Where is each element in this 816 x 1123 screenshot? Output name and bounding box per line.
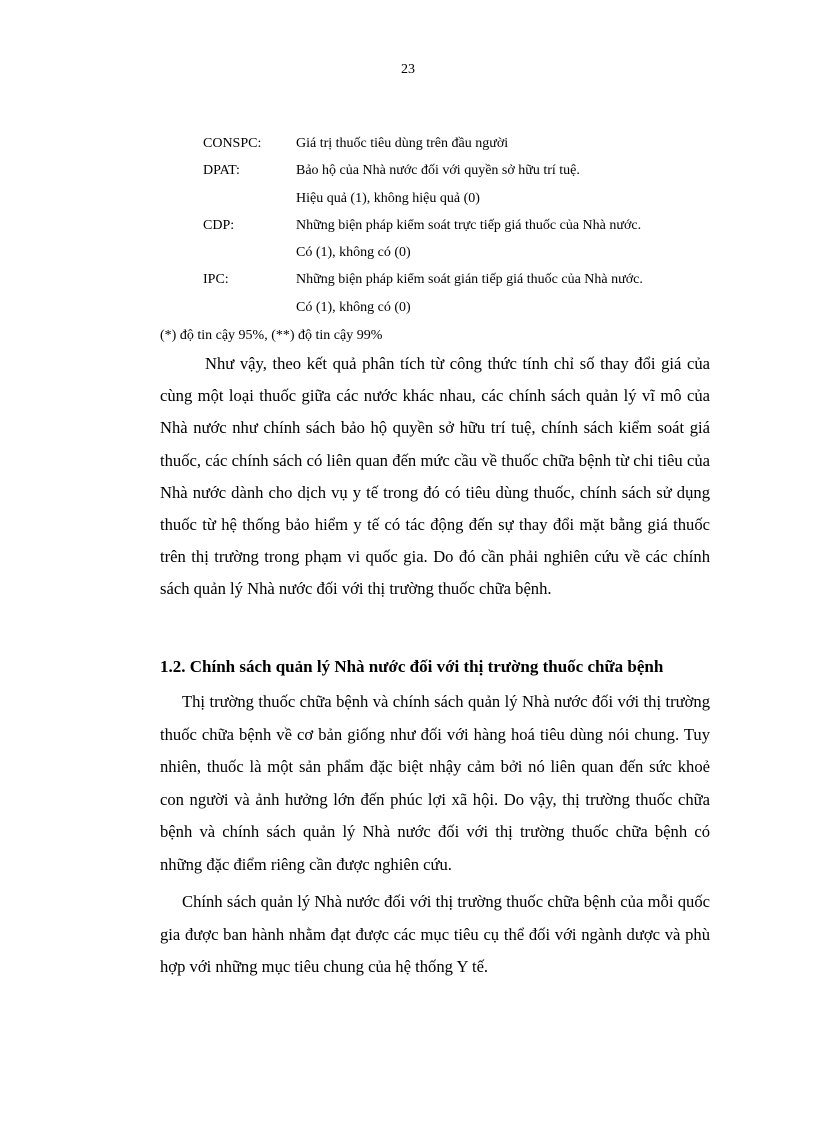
paragraph-text: Thị trường thuốc chữa bệnh và chính sách quản lý Nhà nước đối với thị trường thuốc chữa bệnh về cơ bản giống như đối với hàng hoá tiêu dùng nói chung. Tuy nhiên, thuốc là một sản phẩm đặc biệt nhậy cảm bởi nó liên quan đến sức khoẻ con người và ảnh hưởng lớn đến phúc lợi xã hội. Do vậy, thị trường thuốc chữa bệnh và chính sách quản lý Nhà nước đối với thị trường thuốc chữa bệnh có những đặc điểm riêng cần được nghiên cứu. bbox=[160, 692, 710, 874]
definition-description: Bảo hộ của Nhà nước đối với quyền sở hữu trí tuệ. bbox=[296, 163, 580, 179]
definition-term: IPC: bbox=[203, 272, 229, 288]
confidence-note: (*) độ tin cậy 95%, (**) độ tin cậy 99% bbox=[160, 328, 383, 343]
body-paragraph bbox=[160, 348, 710, 606]
definition-row bbox=[203, 130, 723, 157]
page-number: 23 bbox=[401, 62, 415, 77]
definition-description: Những biện pháp kiểm soát gián tiếp giá thuốc của Nhà nước. bbox=[296, 272, 643, 288]
definition-row bbox=[203, 266, 723, 293]
definition-term bbox=[203, 185, 296, 212]
definition-description: Hiệu quả (1), không hiệu quả (0) bbox=[296, 190, 480, 206]
definition-description: Giá trị thuốc tiêu dùng trên đầu người bbox=[296, 136, 509, 151]
paragraph-text: Như vậy, theo kết quả phân tích từ công thức tính chỉ số thay đổi giá của cùng một loại thuốc giữa các nước khác nhau, các chính sách quản lý vĩ mô của Nhà nước như chính sách bảo hộ quyền sở hữu trí tuệ, chính sách kiểm soát giá thuốc, các chính sách có liên quan đến mức cầu về thuốc chữa bệnh từ chi tiêu của Nhà nước dành cho dịch vụ y tế trong đó có tiêu dùng thuốc, chính sách sử dụng thuốc từ hệ thống bảo hiểm y tế có tác động đến sự thay đổi mặt bằng giá thuốc trên thị trường trong phạm vi quốc gia. Do đó cần phải nghiên cứu về các chính sách quản lý Nhà nước đối với thị trường thuốc chữa bệnh. bbox=[160, 354, 710, 599]
definition-term: DPAT: bbox=[203, 163, 240, 179]
definition-description: Những biện pháp kiểm soát trực tiếp giá thuốc của Nhà nước. bbox=[296, 217, 642, 233]
variable-definitions bbox=[203, 130, 723, 321]
definition-row bbox=[203, 185, 723, 212]
definition-row bbox=[203, 212, 723, 239]
definition-description: Có (1), không có (0) bbox=[296, 245, 411, 261]
definition-row bbox=[203, 157, 723, 184]
body-paragraph bbox=[160, 686, 710, 882]
definition-term bbox=[203, 239, 296, 266]
body-paragraph bbox=[160, 886, 710, 984]
definition-row bbox=[203, 294, 723, 321]
paragraph-text: Chính sách quản lý Nhà nước đối với thị trường thuốc chữa bệnh của mỗi quốc gia được ban hành nhằm đạt được các mục tiêu cụ thể đối với ngành dược và phù hợp với những mục tiêu chung của hệ thống Y tế. bbox=[160, 892, 710, 977]
definition-term: CONSPC: bbox=[203, 136, 262, 151]
definition-term: CDP: bbox=[203, 217, 235, 233]
section-heading: 1.2. Chính sách quản lý Nhà nước đối với thị trường thuốc chữa bệnh bbox=[160, 657, 664, 676]
definition-row bbox=[203, 239, 723, 266]
definition-term bbox=[203, 294, 296, 321]
definition-description: Có (1), không có (0) bbox=[296, 299, 411, 315]
